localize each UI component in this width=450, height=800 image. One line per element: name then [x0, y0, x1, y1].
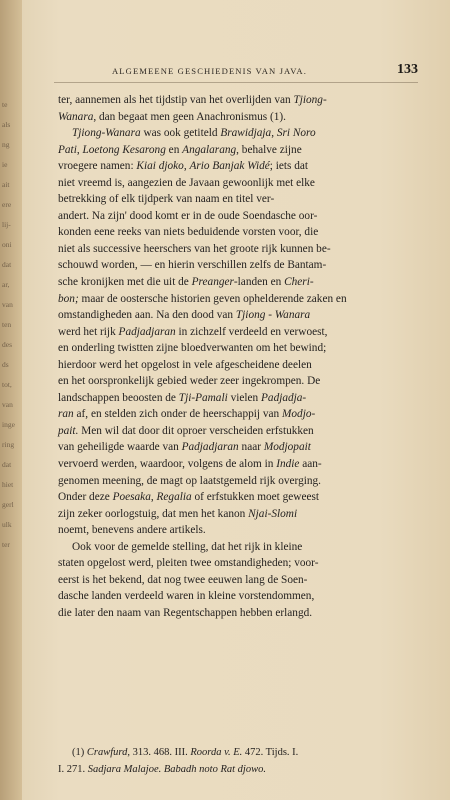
body-line [58, 109, 416, 126]
text-run: betrekking of elk tijdperk van naam en titel ver- [58, 193, 275, 206]
margin-fragment: als [2, 120, 11, 129]
text-run: vielen [227, 391, 262, 404]
italic-text: Angalarang [182, 143, 237, 156]
margin-fragment: van [2, 300, 13, 309]
italic-text: ran [58, 408, 74, 421]
text-run: was ook getiteld [140, 127, 221, 140]
italic-text: Preanger [191, 276, 234, 289]
margin-fragment: des [2, 340, 12, 349]
body-line [58, 158, 416, 175]
text-run: , [150, 491, 157, 504]
text-run: genomen meening, de magt op laatstgemeld rijk overging. [58, 474, 322, 487]
italic-text: Roorda v. E. [190, 747, 243, 758]
italic-text: Cheri- [284, 276, 314, 289]
margin-fragment: ds [2, 360, 9, 369]
footnotes-line [58, 744, 416, 761]
body-line [58, 489, 416, 506]
italic-text: Pati [58, 143, 77, 156]
italic-text: Regalia [156, 491, 192, 504]
italic-text: Crawfurd [86, 747, 128, 758]
italic-text: pait. [58, 424, 79, 437]
text-run: en onderling twistten zijne bloedverwanten om het bewind; [58, 342, 327, 355]
margin-fragment: tot, [2, 380, 12, 389]
text-run: andert. Na zijn' dood komt er in de oude Soendasche oor- [58, 209, 318, 222]
text-run: werd het rijk [58, 325, 119, 338]
body-line [58, 406, 416, 423]
text-run: staten opgelost werd, pleiten twee omstandigheden; voor- [58, 557, 319, 570]
text-run: hierdoor werd het opgelost in vele afgescheidene deelen [58, 358, 312, 371]
text-run: niet vreemd is, aangezien de Javaan gewoonlijk met elke [58, 176, 315, 189]
body-line [58, 324, 416, 341]
margin-fragment: dat [2, 460, 12, 469]
italic-text: Ario Banjak Widé [189, 160, 270, 173]
footnotes [58, 744, 416, 778]
italic-text: Modjopait [263, 441, 311, 454]
text-run: -landen en [233, 276, 285, 289]
facing-page-text-fragments [2, 95, 20, 555]
italic-text: Indie [276, 458, 300, 471]
margin-fragment: ter [2, 540, 10, 549]
text-run: , dan begaat men geen Anachronismus (1). [93, 110, 286, 123]
italic-text: Padjadjaran [118, 325, 176, 338]
text-run: ter, aannemen als het tijdstip van het overlijden van [58, 94, 294, 106]
margin-fragment: ar, [2, 280, 10, 289]
text-run: naar [238, 441, 264, 454]
italic-text: Loetong Kesarong [82, 143, 166, 156]
body-line [58, 175, 416, 192]
italic-text: Tjiong- [293, 94, 327, 106]
body-line [58, 142, 416, 159]
text-run: vroegere namen: [58, 160, 137, 173]
footnotes-line [58, 761, 416, 778]
body-line [58, 307, 416, 324]
margin-fragment: ten [2, 320, 12, 329]
body-line [58, 208, 416, 225]
margin-fragment: oni [2, 240, 12, 249]
text-run: , behalve zijne [236, 143, 302, 156]
text-run: sche kronijken met die uit de [58, 276, 192, 289]
body-line [58, 473, 416, 490]
text-run: en het oorspronkelijk gebied weder zeer ingekrompen. De [58, 375, 321, 388]
margin-fragment: gerl [2, 500, 14, 509]
margin-fragment: van [2, 400, 13, 409]
header-rule [54, 82, 418, 83]
italic-text: Tji-Pamali [178, 391, 228, 404]
margin-fragment: dat [2, 260, 12, 269]
body-line [58, 191, 416, 208]
text-run: eerst is het bekend, dat nog twee eeuwen lang de Soen- [58, 573, 308, 586]
margin-fragment: ie [2, 160, 8, 169]
body-line [58, 588, 416, 605]
italic-text: Modjo- [281, 408, 316, 421]
text-run: af, en stelden zich onder de heerschappij van [73, 408, 282, 421]
body-line [58, 125, 416, 142]
italic-text: Tjiong-Wanara [72, 127, 141, 140]
italic-text: bon; [58, 292, 79, 305]
margin-fragment: ait [2, 180, 10, 189]
text-run: in zichzelf verdeeld en verwoest, [175, 325, 328, 338]
text-run: , [183, 160, 190, 173]
text-run: noemt, benevens andere artikels. [58, 524, 206, 537]
text-run: maar de oostersche historien geven ophelderende zaken en [78, 292, 347, 305]
body-line [58, 555, 416, 572]
italic-text: Wanara [58, 110, 94, 123]
margin-fragment: hiet [2, 480, 14, 489]
text-run: konden eene reeks van niets beduidende vorsten voor, die [58, 226, 319, 239]
text-run: schouwd worden, — en hierin verschillen zelfs de Bantam- [58, 259, 327, 272]
body-line [58, 357, 416, 374]
body-line [58, 340, 416, 357]
margin-fragment: te [2, 100, 8, 109]
margin-fragment: inge [2, 420, 15, 429]
text-run: van geheiligde waarde van [58, 441, 182, 454]
italic-text: Njai-Slomi [248, 507, 298, 520]
body-line [58, 373, 416, 390]
text-run: landschappen beoosten de [58, 391, 179, 404]
margin-fragment: ere [2, 200, 12, 209]
page-header [54, 62, 418, 82]
italic-text: Sadjara Malajoe. Babadh noto Rat djowo. [87, 764, 266, 775]
italic-text: Padjadjaran [181, 441, 239, 454]
body-line [58, 241, 416, 258]
italic-text: Padjadja- [261, 391, 307, 404]
body-line [58, 572, 416, 589]
body-line [58, 605, 416, 622]
body-line [58, 423, 416, 440]
body-line [58, 456, 416, 473]
text-run: I. 271. [58, 764, 88, 775]
text-run: en [165, 143, 183, 156]
text-run: omstandigheden aan. Na den dood van [58, 309, 236, 322]
body-line [58, 92, 416, 109]
page-number: 133 [397, 62, 418, 77]
italic-text: Brawidjaja [220, 127, 272, 140]
italic-text: Kiai djoko [136, 160, 184, 173]
body-line [58, 291, 416, 308]
body-line [58, 274, 416, 291]
body-text [58, 92, 416, 622]
italic-text: Sri Noro [276, 127, 316, 140]
text-run: Men wil dat door dit oproer verscheiden erfstukken [78, 424, 314, 437]
text-run: aan- [299, 458, 322, 471]
text-run: zijn zeker oorlogstuig, dat men het kanon [58, 507, 249, 520]
text-run: dasche landen verdeeld waren in kleine vorstendommen, [58, 590, 315, 603]
italic-text: Poesaka [112, 491, 151, 504]
margin-fragment: ng [2, 140, 10, 149]
margin-fragment: ulk [2, 520, 12, 529]
body-line [58, 224, 416, 241]
text-run: vervoerd werden, waardoor, volgens de alom in [58, 458, 277, 471]
text-run: Ook voor de gemelde stelling, dat het rijk in kleine [72, 540, 303, 553]
text-run: , [76, 143, 83, 156]
margin-fragment: ring [2, 440, 15, 449]
text-run: Onder deze [58, 491, 113, 504]
text-run: die later den naam van Regentschappen hebben erlangd. [58, 606, 313, 619]
text-run: , [271, 127, 277, 140]
body-line [58, 257, 416, 274]
body-line [58, 439, 416, 456]
text-run: niet als successive heerschers van het groote rijk kunnen be- [58, 242, 331, 255]
text-run: ; iets dat [269, 160, 309, 173]
body-line [58, 522, 416, 539]
text-run: (1) [72, 747, 87, 758]
body-line [58, 390, 416, 407]
margin-fragment: lij- [2, 220, 11, 229]
body-line [58, 539, 416, 556]
text-run: of erfstukken moet geweest [191, 491, 320, 504]
text-run: 472. Tijds. I. [242, 747, 299, 758]
italic-text: Tjiong - Wanara [235, 309, 311, 322]
text-run: , 313. 468. III. [127, 747, 191, 758]
running-head: ALGEMEENE GESCHIEDENIS VAN JAVA. [112, 66, 307, 76]
body-line [58, 506, 416, 523]
